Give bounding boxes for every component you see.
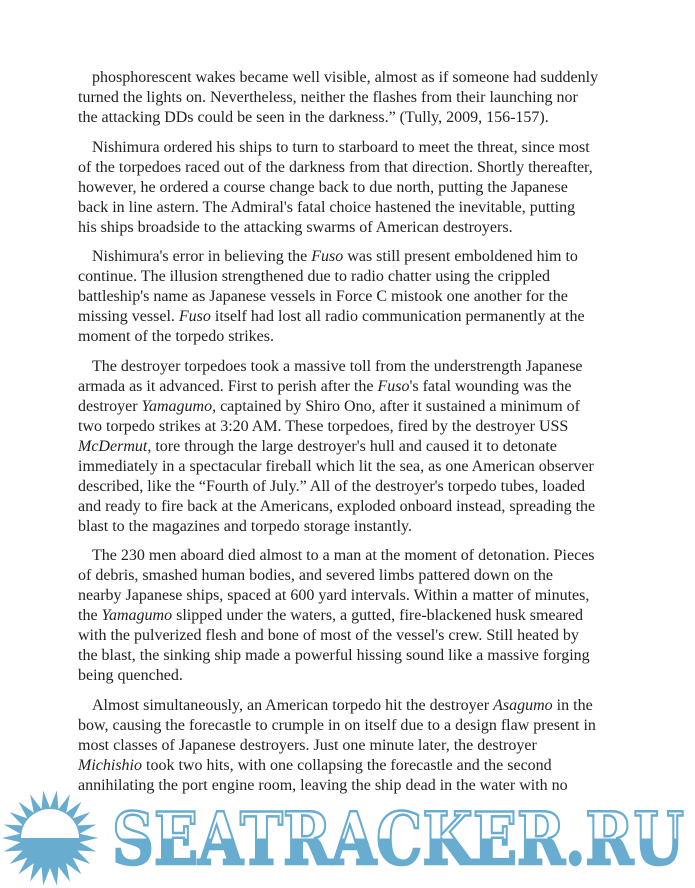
sun-icon — [2, 791, 98, 886]
text-segment: bow, causing the forecastle to crumple in on itself due to a design flaw present in — [78, 716, 596, 734]
text-line — [78, 696, 638, 716]
text-line — [78, 517, 638, 537]
paragraph — [78, 138, 638, 238]
text-line — [78, 417, 638, 437]
text-segment: 's fatal wounding was the — [409, 377, 572, 395]
text-line — [78, 68, 638, 88]
text-line — [78, 108, 638, 128]
text-segment: moment of the torpedo strikes. — [78, 328, 274, 346]
text-line — [78, 267, 638, 287]
paragraph — [78, 696, 638, 796]
text-line — [78, 138, 638, 158]
text-segment: blast to the magazines and torpedo storage instantly. — [78, 517, 412, 535]
text-line — [78, 178, 638, 198]
text-segment: annihilating the port engine room, leaving the ship dead in the water with no — [78, 776, 568, 794]
text-segment: tore through the large destroyer's hull and caused it to detonate — [151, 437, 557, 455]
text-segment: itself had lost all radio communication permanently at the — [210, 308, 585, 326]
text-segment: phosphorescent wakes became well visible, almost as if someone had suddenly — [92, 69, 599, 86]
text-segment: in the — [552, 696, 593, 714]
text-segment: The destroyer torpedoes took a massive toll from the understrength Japanese — [92, 357, 583, 375]
text-segment: the — [78, 607, 102, 625]
document-body — [78, 68, 638, 806]
text-line — [78, 497, 638, 517]
text-line — [78, 377, 638, 397]
text-line — [78, 736, 638, 756]
text-segment: Almost simultaneously, an American torpedo hit the destroyer — [92, 696, 494, 714]
text-line — [78, 626, 638, 646]
text-segment: immediately in a spectacular fireball which lit the sea, as one American observer — [78, 457, 594, 475]
text-line — [78, 218, 638, 238]
text-segment: armada as it advanced. First to perish after the — [78, 377, 378, 395]
italic-ship-name: Yamagumo — [101, 607, 173, 625]
text-line — [78, 287, 638, 307]
text-segment: two torpedo strikes at 3:20 AM. These torpedoes, fired by the destroyer USS — [78, 417, 569, 435]
text-line — [78, 357, 638, 377]
paragraph — [78, 357, 638, 537]
text-line — [78, 247, 638, 267]
text-line — [78, 666, 638, 686]
italic-ship-name: Asagumo — [493, 696, 553, 714]
text-segment: battleship's name as Japanese vessels in Force C mistook one another for the — [78, 288, 568, 306]
text-line — [78, 88, 638, 108]
text-line — [78, 437, 638, 457]
italic-ship-name: Fuso — [178, 308, 211, 326]
text-segment: missing vessel. — [78, 308, 179, 326]
text-segment: Nishimura ordered his ships to turn to starboard to meet the threat, since most — [92, 138, 590, 156]
paragraph — [78, 546, 638, 686]
text-segment: continue. The illusion strengthened due to radio chatter using the crippled — [78, 268, 551, 286]
text-segment: his ships broadside to the attacking swarms of American destroyers. — [78, 218, 513, 236]
italic-ship-name: McDermut, — [78, 437, 152, 455]
text-line — [78, 566, 638, 586]
text-segment: turned the lights on. Nevertheless, neither the flashes from their launching nor — [78, 89, 578, 106]
text-segment: The 230 men aboard died almost to a man at the moment of detonation. Pieces — [92, 547, 595, 565]
text-segment: captained by Shiro Ono, after it sustained a minimum of — [216, 397, 580, 415]
text-segment: took two hits, with one collapsing the forecastle and the second — [142, 756, 552, 774]
text-line — [78, 716, 638, 736]
text-line — [78, 646, 638, 666]
italic-ship-name: Yamagumo, — [141, 397, 217, 415]
text-segment: of the torpedoes raced out of the darkness from that direction. Shortly thereafter, — [78, 158, 593, 176]
text-segment: was still present emboldened him to — [343, 248, 578, 266]
text-line — [78, 327, 638, 347]
text-segment: with the pulverized flesh and bone of most of the vessel's crew. Still heated by — [78, 627, 579, 645]
text-segment: being quenched. — [78, 667, 183, 685]
text-segment: described, like the “Fourth of July.” All of the destroyer's torpedo tubes, loaded — [78, 477, 586, 495]
text-line — [78, 606, 638, 626]
text-line — [78, 198, 638, 218]
text-line — [78, 158, 638, 178]
text-segment: back in line astern. The Admiral's fatal choice hastened the inevitable, putting — [78, 198, 576, 216]
text-line — [78, 756, 638, 776]
text-segment: Nishimura's error in believing the — [92, 248, 312, 266]
text-line — [78, 477, 638, 497]
text-segment: destroyer — [78, 397, 142, 415]
italic-ship-name: Michishio — [78, 756, 142, 774]
text-line — [78, 397, 638, 417]
text-segment: however, he ordered a course change back to due north, putting the Japanese — [78, 178, 568, 196]
watermark-logo — [0, 790, 695, 888]
text-segment: the attacking DDs could be seen in the darkness.” (Tully, 2009, 156-157). — [78, 109, 549, 126]
text-line — [78, 457, 638, 477]
text-segment: slipped under the waters, a gutted, fire-blackened husk smeared — [172, 607, 584, 625]
text-line — [78, 546, 638, 566]
paragraph — [78, 68, 638, 128]
paragraph — [78, 247, 638, 347]
text-segment: of debris, smashed human bodies, and severed limbs pattered down on the — [78, 567, 553, 585]
text-line — [78, 307, 638, 327]
italic-ship-name: Fuso — [311, 248, 344, 266]
italic-ship-name: Fuso — [377, 377, 410, 395]
watermark-text: SEATRACKER.RU — [112, 796, 684, 881]
text-segment: most classes of Japanese destroyers. Just one minute later, the destroyer — [78, 736, 537, 754]
text-segment: and ready to fire back at the Americans, exploded onboard instead, spreading the — [78, 497, 596, 515]
text-line — [78, 586, 638, 606]
text-segment: nearby Japanese ships, spaced at 600 yard intervals. Within a matter of minutes, — [78, 587, 590, 605]
text-segment: the blast, the sinking ship made a powerful hissing sound like a massive forging — [78, 647, 590, 665]
